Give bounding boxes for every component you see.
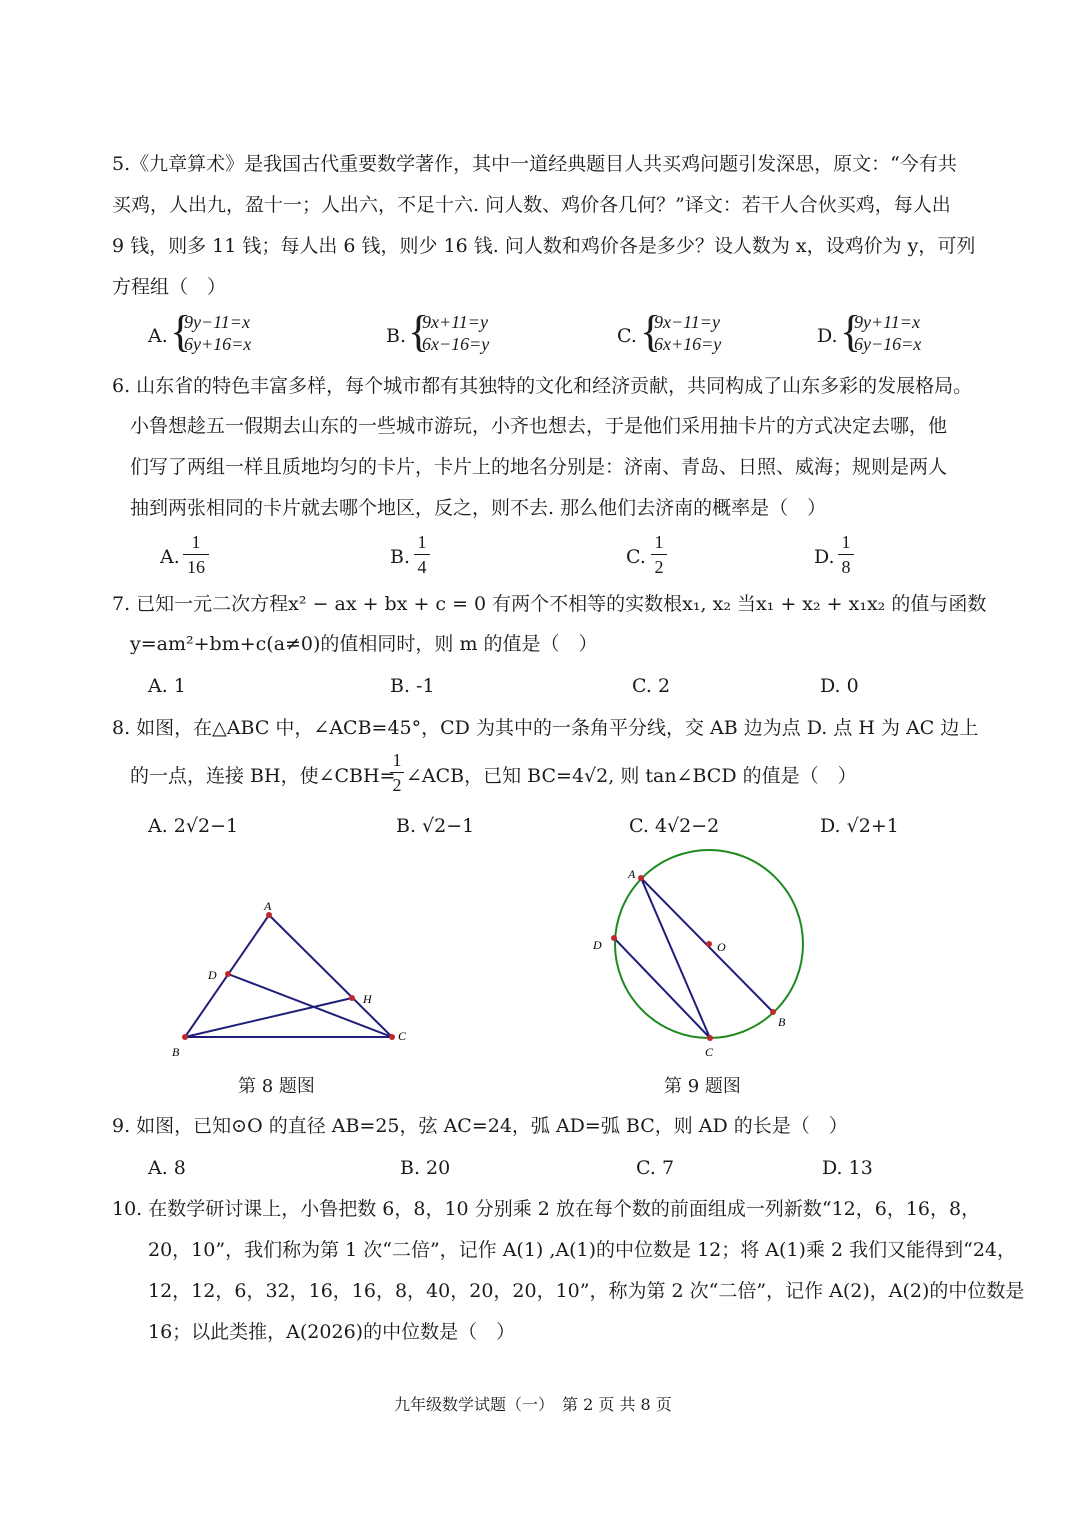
point-d	[225, 971, 231, 977]
q8-option-a: A. 2√2−1	[148, 815, 239, 837]
q5-line-4: 方程组（ ）	[112, 276, 227, 298]
segment-bh	[185, 998, 352, 1037]
point-b	[182, 1034, 188, 1040]
q5-option-b-label: B.	[386, 325, 407, 347]
q5-option-b-eq1: 9x+11=y	[422, 312, 488, 332]
point-o	[706, 941, 712, 947]
label-b: B	[778, 1015, 786, 1029]
q5-option-c-eq1: 9x−11=y	[654, 312, 720, 332]
q6-option-a-fraction: 1 16	[183, 532, 209, 577]
figure-9-caption: 第 9 题图	[664, 1076, 741, 1097]
label-c: C	[398, 1029, 407, 1043]
q6-option-b-fraction: 1 4	[414, 532, 430, 577]
q5-line-1: 5.《九章算术》是我国古代重要数学著作，其中一道经典题目人共买鸡问题引发深思，原文：“今有共	[112, 153, 957, 175]
point-d	[611, 935, 617, 941]
q7-option-c: C. 2	[632, 675, 671, 697]
figure-8-triangle	[160, 895, 420, 1065]
q6-line-1: 6. 山东省的特色丰富多样，每个城市都有其独特的文化和经济贡献，共同构成了山东多彩的发展格局。	[112, 375, 973, 397]
q10-line-3: 12，12，6，32，16，16，8，40，20，20，10”，称为第 2 次“二倍”，记作 A(2)，A(2)的中位数是	[148, 1280, 1025, 1302]
q7-option-b: B. -1	[390, 675, 435, 697]
q10-line-4: 16；以此类推，A(2026)的中位数是（ ）	[148, 1321, 516, 1343]
q7-line-2: y=am²+bm+c(a≠0)的值相同时，则 m 的值是（ ）	[130, 633, 598, 655]
label-d: D	[593, 938, 602, 952]
point-c	[389, 1034, 395, 1040]
q6-option-b-label: B.	[390, 546, 411, 568]
q6-option-a-label: A.	[160, 546, 180, 568]
q6-line-4: 抽到两张相同的卡片就去哪个地区，反之，则不去. 那么他们去济南的概率是（ ）	[130, 497, 827, 519]
figure-8-caption: 第 8 题图	[238, 1076, 315, 1097]
q5-option-d-label: D.	[817, 325, 838, 347]
page-footer: 九年级数学试题（一） 第 2 页 共 8 页	[394, 1395, 672, 1414]
q8-line-1: 8. 如图，在△ABC 中，∠ACB=45°，CD 为其中的一条角平分线，交 AB 边为点 D. 点 H 为 AC 边上	[112, 717, 979, 739]
label-a: A	[264, 899, 272, 913]
q8-line-2a: 的一点，连接 BH，使∠CBH=	[130, 765, 396, 787]
point-a	[638, 875, 644, 881]
q5-line-3: 9 钱，则多 11 钱；每人出 6 钱，则少 16 钱. 问人数和鸡价各是多少？设人数为 x，设鸡价为 y，可列	[112, 235, 976, 257]
q6-option-d-fraction: 1 8	[838, 532, 854, 577]
q5-option-d-eq2: 6y−16=x	[854, 334, 922, 354]
point-c	[707, 1035, 713, 1041]
q9-option-d: D. 13	[822, 1157, 873, 1179]
label-b: B	[172, 1045, 180, 1059]
label-c: C	[705, 1045, 714, 1059]
q5-option-d-brace: {	[840, 307, 862, 356]
figure-9-circle	[585, 845, 815, 1065]
q6-option-c-label: C.	[626, 546, 646, 568]
q9-option-c: C. 7	[636, 1157, 675, 1179]
label-o: O	[717, 940, 726, 954]
label-a: A	[628, 867, 636, 881]
q7-line-1: 7. 已知一元二次方程x² − ax + bx + c = 0 有两个不相等的实数根x₁, x₂ 当x₁ + x₂ + x₁x₂ 的值与函数	[112, 593, 987, 615]
q5-option-b-brace: {	[408, 307, 430, 356]
q9-option-a: A. 8	[148, 1157, 186, 1179]
q5-option-c-brace: {	[640, 307, 662, 356]
point-b	[770, 1009, 776, 1015]
q5-option-a-eq2: 6y+16=x	[184, 334, 252, 354]
q8-half-fraction: 1 2	[390, 750, 404, 795]
q5-option-c-eq2: 6x+16=y	[654, 334, 722, 354]
q5-option-a-brace: {	[170, 307, 192, 356]
segment-ac	[269, 915, 392, 1037]
q6-option-d-label: D.	[814, 546, 835, 568]
label-d: D	[208, 968, 217, 982]
q10-line-2: 20，10”，我们称为第 1 次“二倍”，记作 A(1) ,A(1)的中位数是 12；将 A(1)乘 2 我们又能得到“24，	[148, 1239, 1016, 1261]
q9-line-1: 9. 如图，已知⊙O 的直径 AB=25，弦 AC=24，弧 AD=弧 BC，则 AD 的长是（ ）	[112, 1115, 848, 1137]
q5-option-c-label: C.	[617, 325, 637, 347]
label-h: H	[363, 992, 372, 1006]
q5-option-a-label: A.	[148, 325, 168, 347]
q6-option-c-fraction: 1 2	[651, 532, 667, 577]
q5-option-d-eq1: 9y+11=x	[854, 312, 920, 332]
q9-option-b: B. 20	[400, 1157, 451, 1179]
q7-option-a: A. 1	[148, 675, 186, 697]
q10-line-1: 10. 在数学研讨课上，小鲁把数 6，8，10 分别乘 2 放在每个数的前面组成一列新数“12，6，16，8，	[112, 1198, 981, 1220]
q8-option-b: B. √2−1	[396, 815, 475, 837]
chord-dc	[614, 938, 710, 1038]
q7-option-d: D. 0	[820, 675, 859, 697]
chord-ac	[641, 878, 710, 1038]
q8-option-d: D. √2+1	[820, 815, 899, 837]
q6-line-3: 们写了两组一样且质地均匀的卡片，卡片上的地名分别是：济南、青岛、日照、威海；规则是两人	[130, 456, 948, 478]
point-h	[349, 995, 355, 1001]
q6-line-2: 小鲁想趁五一假期去山东的一些城市游玩，小齐也想去，于是他们采用抽卡片的方式决定去哪，他	[130, 415, 948, 437]
q5-option-a-eq1: 9y−11=x	[184, 312, 250, 332]
q8-line-2b: ∠ACB，已知 BC=4√2, 则 tan∠BCD 的值是（ ）	[406, 765, 857, 787]
q8-option-c: C. 4√2−2	[629, 815, 720, 837]
q5-line-2: 买鸡，人出九，盈十一；人出六，不足十六. 问人数、鸡价各几何？”译文：若干人合伙买鸡，每人出	[112, 194, 951, 216]
q5-option-b-eq2: 6x−16=y	[422, 334, 490, 354]
